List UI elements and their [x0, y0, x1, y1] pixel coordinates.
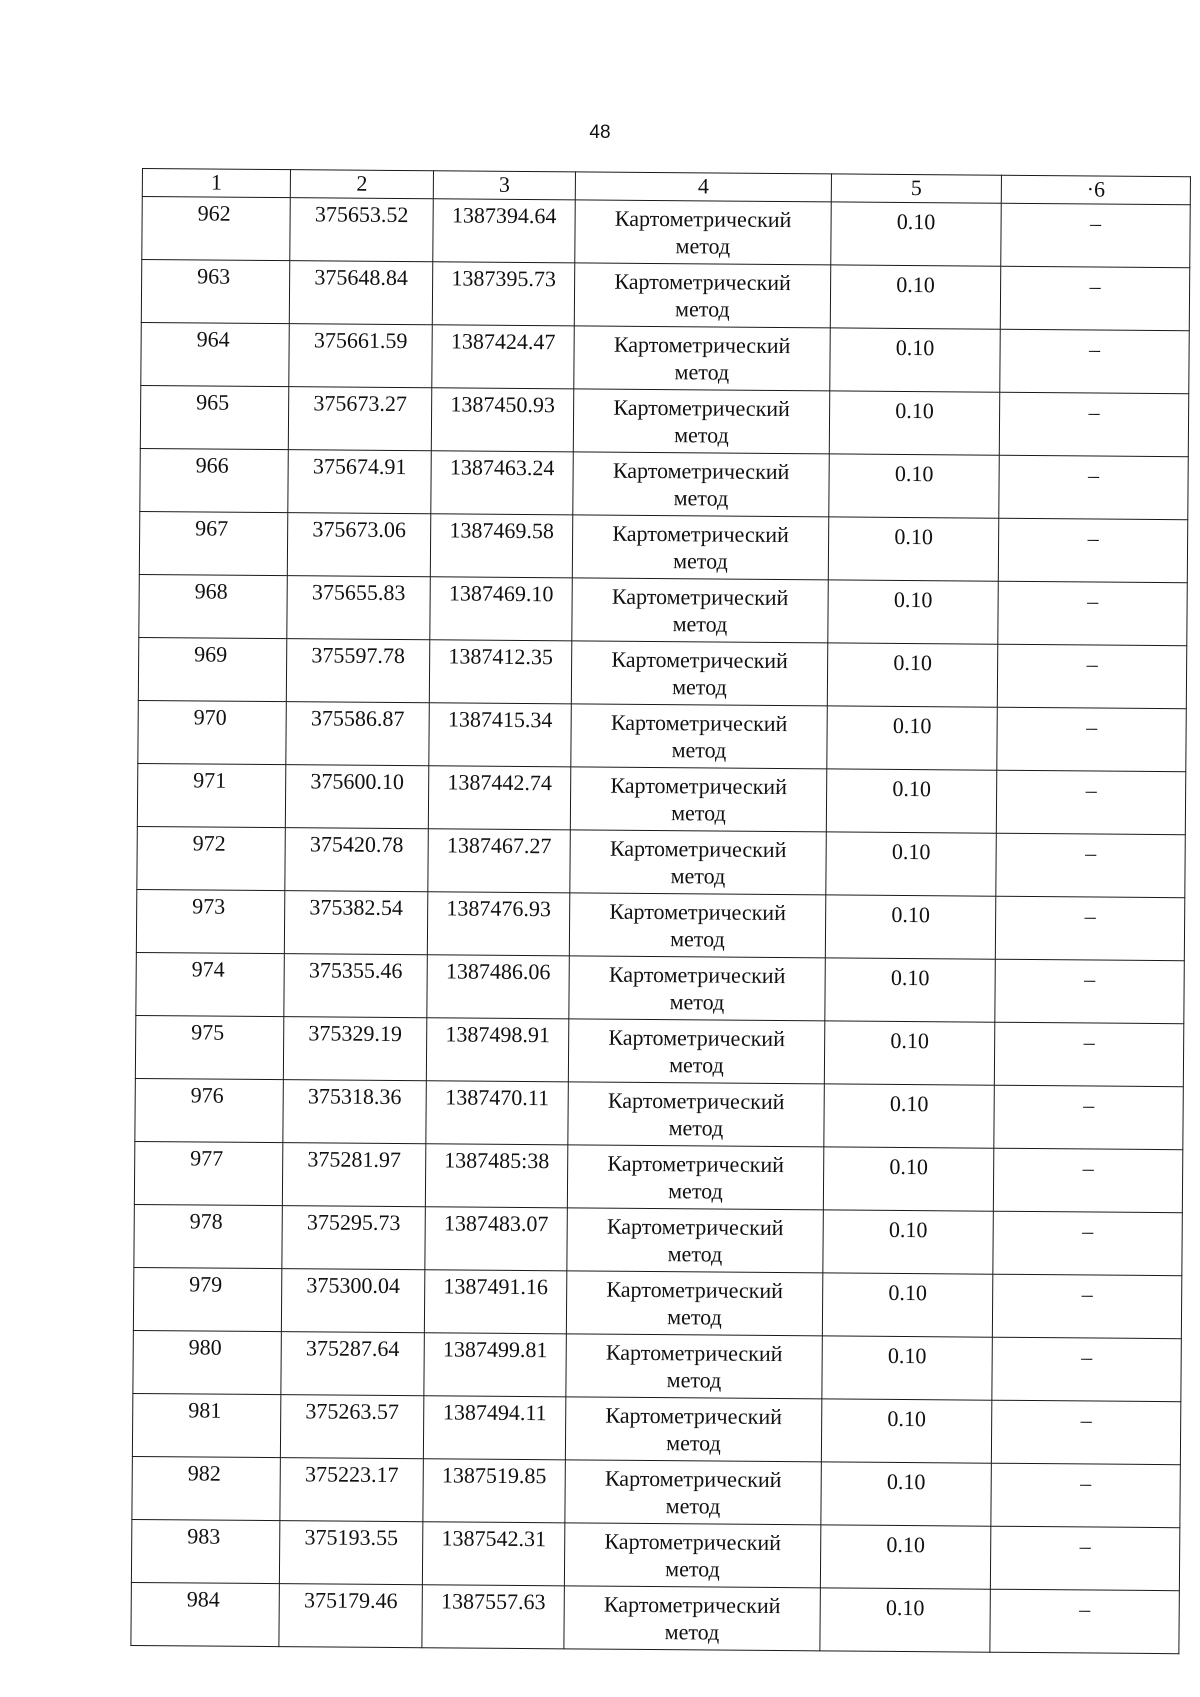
- x-coordinate-cell: 375673.27: [288, 387, 431, 451]
- method-line-1: Картометрический: [603, 1591, 781, 1619]
- method-line-2: метод: [665, 1556, 720, 1582]
- table-row: [135, 1078, 1183, 1149]
- point-number-cell: 963: [141, 260, 289, 324]
- accuracy-cell: 0.10: [829, 454, 999, 518]
- accuracy-cell: 0.10: [824, 1021, 994, 1085]
- method-line-1: Картометрический: [609, 835, 787, 863]
- column-header-5: 5: [831, 174, 1001, 203]
- note-cell: –: [996, 770, 1185, 834]
- x-coordinate-cell: 375300.04: [281, 1269, 424, 1333]
- note-cell: –: [999, 455, 1188, 519]
- point-number-cell: 969: [138, 637, 286, 701]
- table-row: [142, 197, 1190, 268]
- note-cell: –: [995, 959, 1184, 1023]
- method-line-2: метод: [668, 1178, 723, 1204]
- y-coordinate-cell: 1387442.74: [428, 766, 570, 830]
- method-line-1: Картометрический: [604, 1528, 782, 1556]
- accuracy-cell: 0.10: [826, 832, 996, 896]
- y-coordinate-cell: 1387494.11: [423, 1396, 565, 1460]
- table-row: [141, 322, 1189, 393]
- point-number-cell: 983: [131, 1519, 279, 1583]
- method-line-2: метод: [665, 1493, 721, 1519]
- method-line-2: метод: [668, 1115, 724, 1141]
- method-cell: [565, 1460, 821, 1525]
- method-cell: [569, 893, 825, 958]
- column-header-6: ·6: [1001, 175, 1190, 204]
- x-coordinate-cell: 375263.57: [280, 1395, 423, 1459]
- note-cell: –: [992, 1337, 1181, 1401]
- table-row: [137, 826, 1185, 897]
- coordinates-table-body: [131, 169, 1191, 1654]
- y-coordinate-cell: 1387395.73: [432, 262, 574, 326]
- method-cell: [570, 767, 826, 832]
- x-coordinate-cell: 375179.46: [279, 1584, 422, 1648]
- accuracy-cell: 0.10: [831, 202, 1001, 266]
- method-line-1: Картометрический: [614, 205, 792, 233]
- table-row: [137, 763, 1185, 834]
- accuracy-cell: 0.10: [825, 895, 995, 959]
- table-row: [134, 1141, 1182, 1212]
- point-number-cell: 966: [140, 448, 288, 512]
- method-line-2: метод: [667, 1241, 723, 1267]
- accuracy-cell: 0.10: [826, 769, 996, 833]
- method-line-1: Картометрический: [608, 1024, 786, 1052]
- accuracy-cell: 0.10: [823, 1147, 993, 1211]
- y-coordinate-cell: 1387476.93: [427, 892, 569, 956]
- x-coordinate-cell: 375355.46: [284, 954, 427, 1018]
- y-coordinate-cell: 1387557.63: [422, 1585, 564, 1649]
- note-cell: –: [997, 707, 1186, 771]
- accuracy-cell: 0.10: [822, 1336, 992, 1400]
- note-cell: –: [1000, 266, 1189, 330]
- y-coordinate-cell: 1387486.06: [427, 955, 569, 1019]
- accuracy-cell: 0.10: [827, 643, 997, 707]
- method-line-2: метод: [675, 233, 731, 259]
- method-line-2: метод: [673, 485, 729, 511]
- x-coordinate-cell: 375318.36: [283, 1080, 426, 1144]
- accuracy-cell: 0.10: [830, 265, 1000, 329]
- note-cell: –: [991, 1400, 1180, 1464]
- x-coordinate-cell: 375655.83: [287, 576, 430, 640]
- method-cell: [568, 1082, 824, 1147]
- column-header-3: 3: [433, 171, 575, 200]
- y-coordinate-cell: 1387415.34: [429, 703, 571, 767]
- note-cell: –: [999, 392, 1188, 456]
- point-number-cell: 970: [138, 700, 286, 764]
- y-coordinate-cell: 1387463.24: [431, 451, 573, 515]
- method-line-2: метод: [669, 989, 725, 1015]
- x-coordinate-cell: 375193.55: [279, 1521, 422, 1585]
- column-header-1: 1: [142, 169, 290, 198]
- accuracy-cell: 0.10: [827, 706, 997, 770]
- table-row: [131, 1519, 1179, 1590]
- column-header-2: 2: [290, 170, 433, 199]
- method-cell: [565, 1397, 821, 1462]
- table-row: [138, 637, 1186, 708]
- point-number-cell: 976: [135, 1078, 283, 1142]
- x-coordinate-cell: 375382.54: [284, 891, 427, 955]
- table-row: [140, 385, 1188, 456]
- x-coordinate-cell: 375661.59: [289, 324, 432, 388]
- x-coordinate-cell: 375329.19: [283, 1017, 426, 1081]
- accuracy-cell: 0.10: [828, 580, 998, 644]
- method-cell: [572, 515, 828, 580]
- method-line-1: Картометрический: [609, 898, 787, 926]
- method-line-2: метод: [669, 1052, 724, 1078]
- method-cell: [566, 1271, 822, 1336]
- note-cell: –: [1001, 203, 1190, 267]
- x-coordinate-cell: 375653.52: [290, 198, 433, 262]
- note-cell: –: [993, 1148, 1182, 1212]
- y-coordinate-cell: 1387485:38: [425, 1144, 567, 1208]
- table-row: [139, 574, 1187, 645]
- method-line-2: метод: [667, 1304, 722, 1330]
- point-number-cell: 968: [139, 574, 287, 638]
- x-coordinate-cell: 375281.97: [282, 1143, 425, 1207]
- method-cell: [568, 1019, 824, 1084]
- note-cell: –: [990, 1526, 1179, 1590]
- accuracy-cell: 0.10: [820, 1525, 990, 1589]
- note-cell: –: [995, 896, 1184, 960]
- point-number-cell: 980: [133, 1330, 281, 1394]
- method-cell: [573, 389, 829, 454]
- x-coordinate-cell: 375287.64: [281, 1332, 424, 1396]
- x-coordinate-cell: 375420.78: [285, 828, 428, 892]
- method-line-2: метод: [664, 1619, 720, 1645]
- y-coordinate-cell: 1387394.64: [433, 199, 575, 263]
- point-number-cell: 974: [136, 952, 284, 1016]
- note-cell: –: [991, 1463, 1180, 1527]
- table-row: [134, 1204, 1182, 1275]
- method-line-1: Картометрический: [613, 331, 791, 359]
- point-number-cell: 973: [136, 889, 284, 953]
- x-coordinate-cell: 375674.91: [288, 450, 431, 514]
- method-line-1: Картометрический: [614, 268, 791, 296]
- y-coordinate-cell: 1387469.10: [430, 577, 572, 641]
- method-cell: [575, 200, 831, 265]
- method-line-1: Картометрический: [611, 646, 788, 674]
- page-number: 48: [589, 122, 611, 143]
- point-number-cell: 984: [131, 1582, 279, 1646]
- method-cell: [564, 1586, 820, 1651]
- method-cell: [567, 1145, 823, 1210]
- point-number-cell: 965: [140, 385, 288, 449]
- y-coordinate-cell: 1387499.81: [424, 1333, 566, 1397]
- accuracy-cell: 0.10: [830, 328, 1000, 392]
- point-number-cell: 975: [135, 1015, 283, 1079]
- y-coordinate-cell: 1387491.16: [424, 1270, 566, 1334]
- point-number-cell: 972: [137, 826, 285, 890]
- table-row: [133, 1330, 1181, 1401]
- method-line-2: метод: [672, 674, 727, 700]
- x-coordinate-cell: 375223.17: [280, 1458, 423, 1522]
- table-row: [132, 1456, 1180, 1527]
- method-line-1: Картометрический: [606, 1276, 784, 1304]
- y-coordinate-cell: 1387412.35: [429, 640, 571, 704]
- method-line-1: Картометрический: [612, 457, 790, 485]
- method-line-2: метод: [675, 296, 730, 322]
- method-line-2: метод: [672, 611, 728, 637]
- method-cell: [574, 263, 830, 328]
- accuracy-cell: 0.10: [825, 958, 995, 1022]
- method-cell: [571, 704, 827, 769]
- note-cell: –: [997, 644, 1186, 708]
- method-line-1: Картометрический: [610, 772, 787, 800]
- x-coordinate-cell: 375597.78: [286, 639, 429, 703]
- method-line-2: метод: [670, 863, 726, 889]
- accuracy-cell: 0.10: [828, 517, 998, 581]
- x-coordinate-cell: 375295.73: [282, 1206, 425, 1270]
- method-line-1: Картометрический: [604, 1465, 782, 1493]
- point-number-cell: 982: [132, 1456, 280, 1520]
- accuracy-cell: 0.10: [822, 1273, 992, 1337]
- y-coordinate-cell: 1387469.58: [430, 514, 572, 578]
- note-cell: –: [992, 1274, 1181, 1338]
- point-number-cell: 977: [134, 1141, 282, 1205]
- method-line-1: Картометрический: [613, 394, 790, 422]
- method-line-1: Картометрический: [611, 583, 789, 611]
- accuracy-cell: 0.10: [821, 1462, 991, 1526]
- method-line-2: метод: [674, 422, 729, 448]
- table-row: [136, 952, 1184, 1023]
- method-cell: [573, 452, 829, 517]
- method-cell: [569, 956, 825, 1021]
- note-cell: –: [998, 518, 1187, 582]
- point-number-cell: 978: [134, 1204, 282, 1268]
- table-row: [131, 1582, 1179, 1653]
- note-cell: –: [998, 581, 1187, 645]
- y-coordinate-cell: 1387470.11: [426, 1081, 568, 1145]
- point-number-cell: 981: [132, 1393, 280, 1457]
- method-cell: [572, 578, 828, 643]
- method-line-1: Картометрический: [605, 1339, 783, 1367]
- method-line-2: метод: [674, 359, 730, 385]
- method-line-2: метод: [671, 737, 727, 763]
- table-row: [135, 1015, 1183, 1086]
- note-cell: –: [1000, 329, 1189, 393]
- accuracy-cell: 0.10: [821, 1399, 991, 1463]
- column-header-4: 4: [575, 172, 831, 202]
- point-number-cell: 964: [141, 322, 289, 386]
- method-cell: [574, 326, 830, 391]
- accuracy-cell: 0.10: [829, 391, 999, 455]
- method-cell: [566, 1334, 822, 1399]
- table-row: [138, 700, 1186, 771]
- table-row: [140, 448, 1188, 519]
- point-number-cell: 979: [133, 1267, 281, 1331]
- method-line-1: Картометрический: [606, 1213, 784, 1241]
- method-line-1: Картометрический: [610, 709, 788, 737]
- table-row: [133, 1267, 1181, 1338]
- y-coordinate-cell: 1387483.07: [425, 1207, 567, 1271]
- x-coordinate-cell: 375673.06: [287, 513, 430, 577]
- note-cell: –: [994, 1085, 1183, 1149]
- method-line-2: метод: [670, 926, 725, 952]
- method-line-1: Картометрический: [608, 961, 786, 989]
- table-row: [139, 511, 1187, 582]
- y-coordinate-cell: 1387519.85: [423, 1459, 565, 1523]
- method-cell: [567, 1208, 823, 1273]
- table-row: [141, 260, 1189, 331]
- accuracy-cell: 0.10: [824, 1084, 994, 1148]
- y-coordinate-cell: 1387450.93: [431, 388, 573, 452]
- y-coordinate-cell: 1387542.31: [422, 1522, 564, 1586]
- method-line-2: метод: [666, 1430, 721, 1456]
- method-line-1: Картометрический: [607, 1087, 785, 1115]
- coordinates-table: [130, 168, 1191, 1654]
- note-cell: –: [990, 1589, 1179, 1653]
- y-coordinate-cell: 1387467.27: [428, 829, 570, 893]
- point-number-cell: 971: [137, 763, 285, 827]
- note-cell: –: [994, 1022, 1183, 1086]
- method-line-1: Картометрический: [607, 1150, 785, 1178]
- accuracy-cell: 0.10: [823, 1210, 993, 1274]
- y-coordinate-cell: 1387424.47: [432, 325, 574, 389]
- method-cell: [564, 1523, 820, 1588]
- table-row: [136, 889, 1184, 960]
- method-cell: [570, 830, 826, 895]
- method-line-2: метод: [671, 800, 726, 826]
- note-cell: –: [993, 1211, 1182, 1275]
- accuracy-cell: 0.10: [820, 1588, 990, 1652]
- x-coordinate-cell: 375586.87: [286, 702, 429, 766]
- method-line-2: метод: [673, 548, 728, 574]
- method-line-1: Картометрический: [612, 520, 789, 548]
- x-coordinate-cell: 375648.84: [289, 261, 432, 325]
- note-cell: –: [996, 833, 1185, 897]
- table-row: [132, 1393, 1180, 1464]
- x-coordinate-cell: 375600.10: [285, 765, 428, 829]
- method-line-1: Картометрический: [605, 1402, 783, 1430]
- method-cell: [571, 641, 827, 706]
- point-number-cell: 962: [142, 197, 290, 261]
- point-number-cell: 967: [139, 511, 287, 575]
- y-coordinate-cell: 1387498.91: [426, 1018, 568, 1082]
- method-line-2: метод: [666, 1367, 722, 1393]
